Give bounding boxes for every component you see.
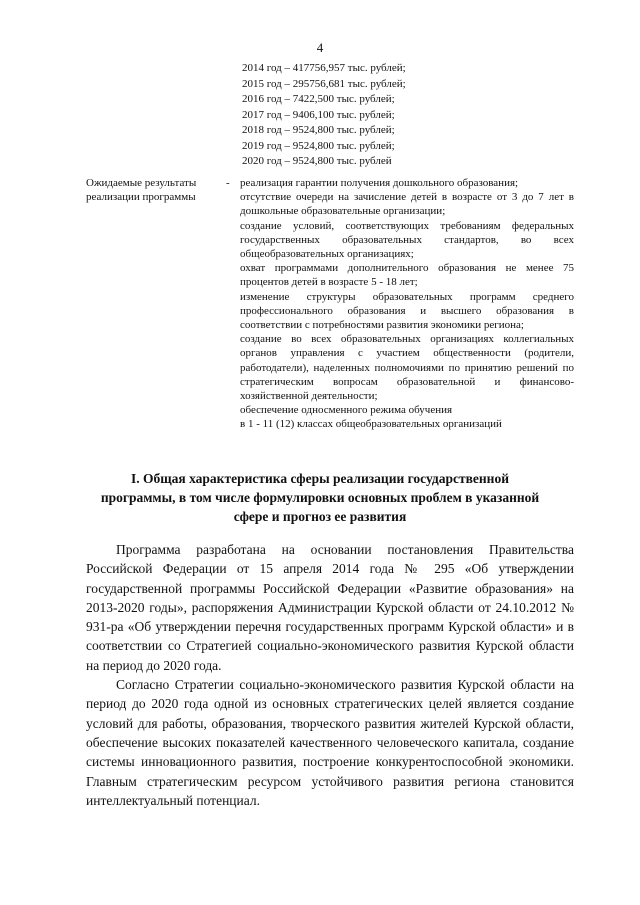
funding-line-2017: 2017 год – 9406,100 тыс. рублей; [242,108,395,121]
expected-result-item: в 1 - 11 (12) классах общеобразовательных организаций [240,418,502,431]
section-heading: I. Общая характеристика сферы реализации государственной программы, в том числе формулировки основных проблем в указанной сфере и прогноз ее развития [100,471,540,524]
expected-result-item: отсутствие очереди на зачисление детей в возрасте от 3 до 7 лет в дошкольные образовательные организации; [240,191,574,218]
expected-result-item: обеспечение односменного режима обучения [240,404,453,417]
expected-results-list [240,176,574,432]
funding-line-2018: 2018 год – 9524,800 тыс. рублей; [242,124,395,136]
expected-result-item: охват программами дополнительного образования не менее 75 процентов детей в возрасте 5 - 18 лет; [240,262,574,289]
body-paragraph: Программа разработана на основании постановления Правительства Российской Федерации от 15 апреля 2014 года № 295 «Об утверждении государственной программы Российской Федерации «Развитие образования» на 2013-2020 годы», распоряжения Администрации Курской области от 24.10.2012 № 931-ра «Об утверждении перечня государственных программ Курской области» и в соответствии со Стратегией социально-экономического развития Курской области на период до 2020 года. [86,542,574,673]
section-body [86,540,574,810]
expected-result-item: создание условий, соответствующих требованиям федеральных государственных образовательных стандартов, во всех общеобразовательных организациях; [240,219,574,261]
funding-list [242,61,406,170]
expected-result-item: изменение структуры образовательных программ среднего профессионального образования и высшего образования в соответствии с потребностями развития экономики региона; [240,290,574,332]
expected-results-dash: - [226,177,230,189]
expected-result-item: создание во всех образовательных организациях коллегиальных органов управления с участием общественности (родители, работодатели), наделенных полномочиями по принятию решений по стратегическим вопросам образовательной и финансово-хозяйственной деятельности; [240,333,574,403]
body-paragraph: Согласно Стратегии социально-экономического развития Курской области на период до 2020 года одной из основных стратегических целей является создание условий для работы, образования, творческого развития жителей Курской области, обеспечение высоких показателей качественного человеческого капитала, создание системы инновационного развития, построение конкурентоспособной экономики. Главным стратегическим ресурсом устойчивого развития региона становится интеллектуальный потенциал. [86,677,574,808]
funding-line-2016: 2016 год – 7422,500 тыс. рублей; [242,93,395,105]
funding-line-2015: 2015 год – 295756,681 тыс. рублей; [242,77,406,90]
funding-line-2020: 2020 год – 9524,800 тыс. рублей [242,155,392,167]
page-number: 4 [316,40,324,55]
funding-line-2019: 2019 год – 9524,800 тыс. рублей; [242,139,395,152]
funding-line-2014: 2014 год – 417756,957 тыс. рублей; [242,62,406,74]
expected-results-label: Ожидаемые результаты реализации программы [86,177,197,204]
expected-result-item: реализация гарантии получения дошкольного образования; [240,177,519,189]
